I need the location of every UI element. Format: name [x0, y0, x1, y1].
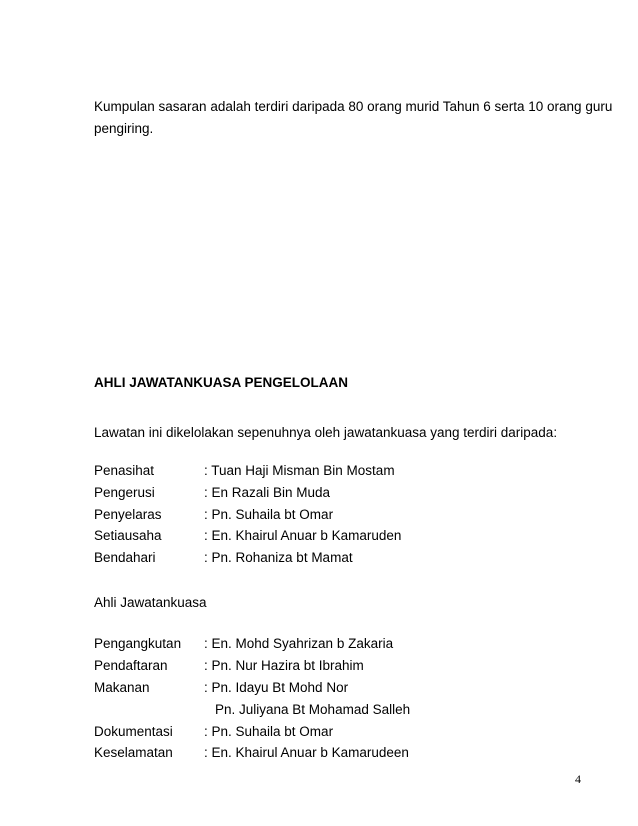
member-role: Pendaftaran: [94, 658, 168, 673]
member-role: Pengangkutan: [94, 636, 182, 651]
intro-paragraph-line-1: Kumpulan sasaran adalah terdiri daripada 80 orang murid Tahun 6 serta 10 orang guru: [94, 99, 613, 114]
member-name: Pn. Juliyana Bt Mohamad Salleh: [215, 702, 411, 717]
committee-heading: AHLI JAWATANKUASA PENGELOLAAN: [94, 375, 349, 390]
officer-name: : En. Khairul Anuar b Kamaruden: [204, 528, 402, 543]
officer-role: Penyelaras: [94, 507, 162, 522]
member-role: Dokumentasi: [94, 724, 173, 739]
officer-name: : Pn. Suhaila bt Omar: [204, 507, 334, 522]
members-heading: Ahli Jawatankuasa: [94, 595, 207, 610]
member-name: : En. Mohd Syahrizan b Zakaria: [204, 636, 394, 651]
member-name: : Pn. Nur Hazira bt Ibrahim: [204, 658, 364, 673]
member-name: : Pn. Suhaila bt Omar: [204, 724, 334, 739]
member-role: Keselamatan: [94, 745, 173, 760]
officer-name: : Pn. Rohaniza bt Mamat: [204, 550, 353, 565]
member-role: Makanan: [94, 680, 150, 695]
intro-paragraph-line-2: pengiring.: [94, 121, 154, 136]
officer-role: Setiausaha: [94, 528, 162, 543]
member-name: : En. Khairul Anuar b Kamarudeen: [204, 745, 409, 760]
officer-role: Pengerusi: [94, 485, 155, 500]
officer-name: : Tuan Haji Misman Bin Mostam: [204, 463, 395, 478]
member-name: : Pn. Idayu Bt Mohd Nor: [204, 680, 349, 695]
officer-role: Bendahari: [94, 550, 156, 565]
committee-intro: Lawatan ini dikelolakan sepenuhnya oleh jawatankuasa yang terdiri daripada:: [94, 425, 558, 440]
officer-name: : En Razali Bin Muda: [204, 485, 331, 500]
officer-role: Penasihat: [94, 463, 155, 478]
page-number: 4: [575, 772, 581, 786]
